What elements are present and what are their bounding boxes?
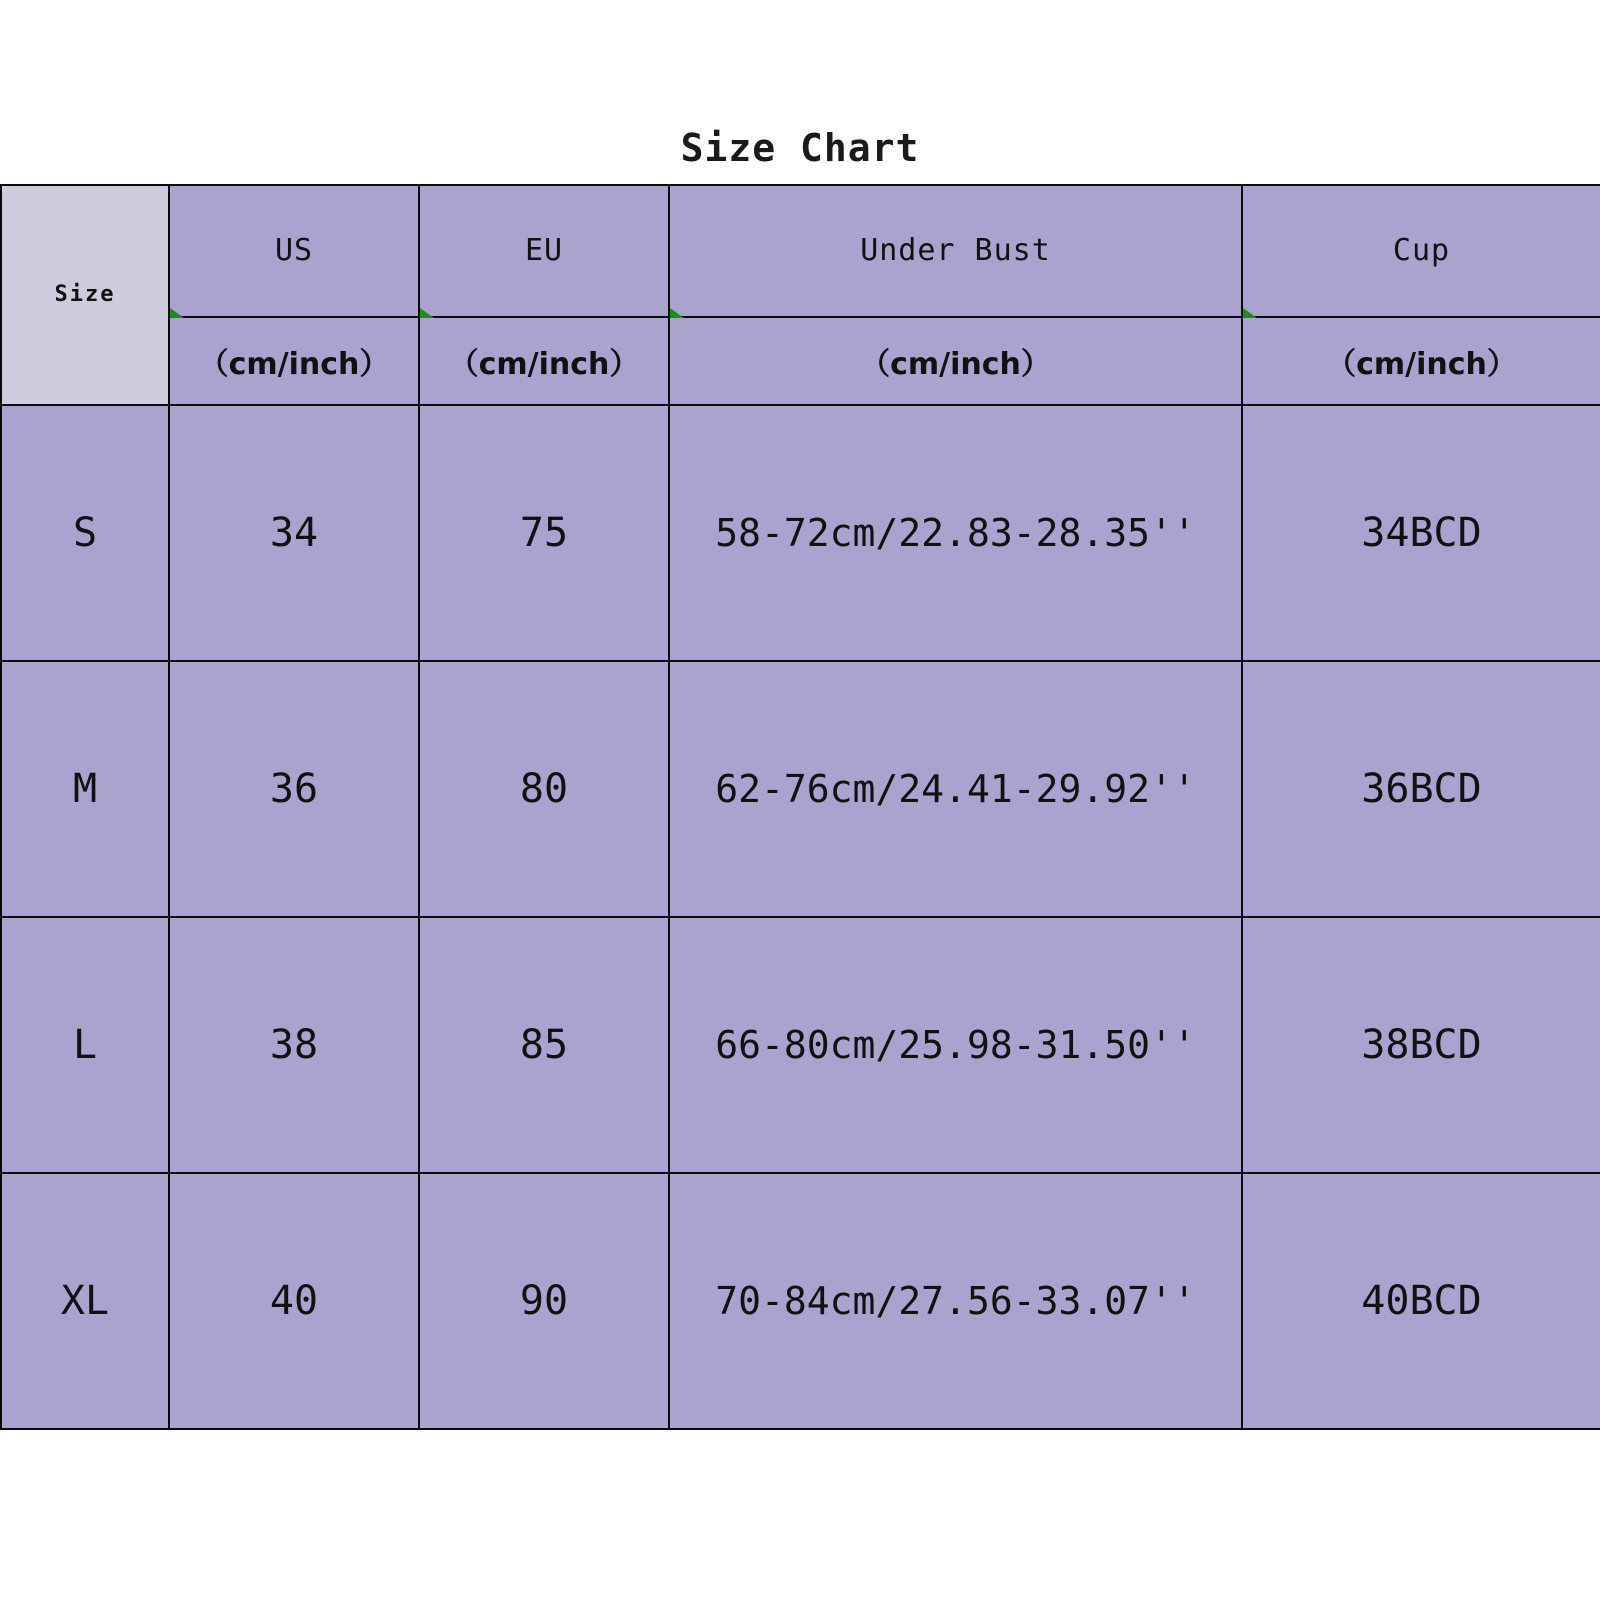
cell-cup: 36BCD <box>1242 661 1600 917</box>
cell-under-bust: 66-80cm/25.98-31.50'' <box>669 917 1242 1173</box>
column-header-eu-label: EU <box>524 233 564 269</box>
column-subheader-eu: （cm/inch） <box>419 317 669 405</box>
table-body <box>1 405 1600 1429</box>
column-header-us <box>169 185 419 317</box>
table-header-row-units <box>1 317 1600 405</box>
cell-size: M <box>1 661 169 917</box>
cell-eu: 80 <box>419 661 669 917</box>
column-header-under-bust-label: Under Bust <box>860 233 1051 269</box>
table-row <box>1 405 1600 661</box>
table-row <box>1 661 1600 917</box>
column-header-us-label: US <box>274 233 314 269</box>
cell-under-bust: 62-76cm/24.41-29.92'' <box>669 661 1242 917</box>
cell-eu: 75 <box>419 405 669 661</box>
cell-us: 34 <box>169 405 419 661</box>
column-subheader-under-bust: （cm/inch） <box>669 317 1242 405</box>
table-row <box>1 1173 1600 1429</box>
cell-under-bust: 58-72cm/22.83-28.35'' <box>669 405 1242 661</box>
cell-size: S <box>1 405 169 661</box>
column-subheader-us: （cm/inch） <box>169 317 419 405</box>
cell-cup: 38BCD <box>1242 917 1600 1173</box>
table-row <box>1 917 1600 1173</box>
column-header-under-bust <box>669 185 1242 317</box>
corner-marker-icon <box>170 308 184 318</box>
size-chart-table <box>0 184 1600 1430</box>
corner-marker-icon <box>420 308 434 318</box>
cell-size: L <box>1 917 169 1173</box>
corner-marker-icon <box>1243 308 1257 318</box>
column-header-size: Size <box>1 185 169 405</box>
table-header-row-top <box>1 185 1600 317</box>
cell-us: 38 <box>169 917 419 1173</box>
cell-cup: 34BCD <box>1242 405 1600 661</box>
column-header-cup <box>1242 185 1600 317</box>
corner-marker-icon <box>670 308 684 318</box>
page-title: Size Chart <box>680 126 920 170</box>
cell-eu: 85 <box>419 917 669 1173</box>
cell-cup: 40BCD <box>1242 1173 1600 1429</box>
cell-under-bust: 70-84cm/27.56-33.07'' <box>669 1173 1242 1429</box>
cell-size: XL <box>1 1173 169 1429</box>
column-header-cup-label: Cup <box>1392 233 1451 269</box>
cell-us: 36 <box>169 661 419 917</box>
column-header-eu <box>419 185 669 317</box>
cell-eu: 90 <box>419 1173 669 1429</box>
table-header <box>1 185 1600 405</box>
cell-us: 40 <box>169 1173 419 1429</box>
size-chart-container <box>0 128 1600 1430</box>
column-subheader-cup: （cm/inch） <box>1242 317 1600 405</box>
